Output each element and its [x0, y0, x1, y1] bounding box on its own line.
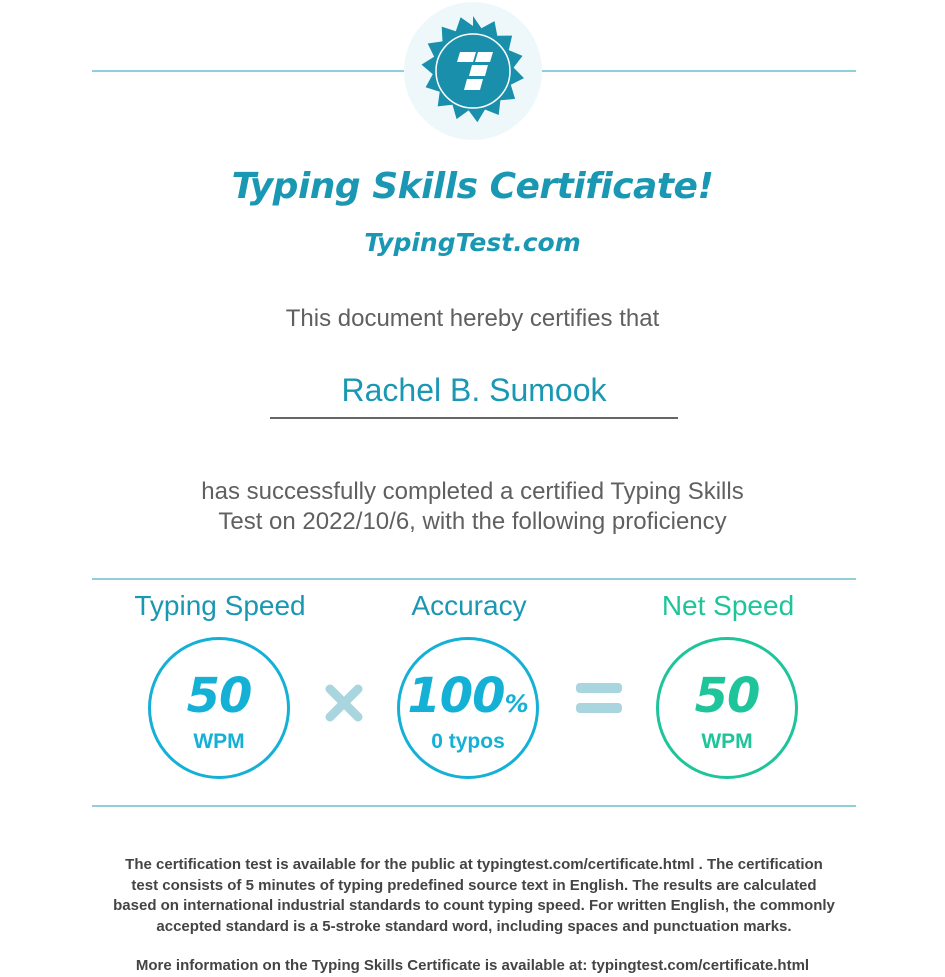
net-speed-label: Net Speed	[661, 590, 795, 621]
net-speed-value: 50	[694, 668, 760, 724]
typing-speed-value: 50	[186, 668, 252, 724]
certification-note	[92, 855, 856, 937]
note-line-4: accepted standard is a 5-stroke standard word, including spaces and punctuation marks.	[156, 917, 792, 935]
accuracy-circle	[397, 637, 539, 779]
accuracy-percent-sign: %	[504, 690, 529, 718]
net-speed-circle	[656, 637, 798, 779]
stats-top-rule	[92, 578, 856, 580]
completion-text	[0, 477, 945, 537]
typing-speed-unit: WPM	[193, 730, 245, 753]
accuracy-value-wrap	[400, 668, 536, 732]
completion-line-2: Test on 2022/10/6, with the following proficiency	[218, 508, 727, 535]
accuracy-value: 100	[407, 668, 505, 724]
equals-icon	[575, 681, 623, 717]
typing-speed-label: Typing Speed	[134, 590, 306, 621]
certificate-title: Typing Skills Certificate!	[231, 166, 714, 207]
top-rule-left	[92, 70, 410, 72]
note-line-2: test consists of 5 minutes of typing predefined source text in English. The results are calculated	[131, 876, 817, 894]
certifies-text: This document hereby certifies that	[285, 305, 660, 332]
issuer-name: TypingTest.com	[364, 228, 581, 257]
recipient-name: Rachel B. Sumook	[270, 372, 678, 419]
typingtest-badge-icon	[404, 2, 542, 140]
accuracy-typos: 0 typos	[431, 730, 505, 753]
stats-bottom-rule	[92, 805, 856, 807]
top-rule-right	[540, 70, 856, 72]
note-line-3: based on international industrial standards to count typing speed. For written English, the commonly	[113, 897, 835, 914]
note-line-1: The certification test is available for the public at typingtest.com/certificate.html . The certification	[125, 856, 823, 873]
accuracy-label: Accuracy	[411, 590, 527, 621]
multiply-icon	[325, 684, 363, 722]
more-info-text: More information on the Typing Skills Certificate is available at: typingtest.com/certificate.html	[135, 957, 810, 974]
completion-line-1: has successfully completed a certified Typing Skills	[201, 478, 744, 505]
net-speed-unit: WPM	[701, 730, 753, 753]
logo-badge	[404, 2, 542, 140]
typing-speed-circle	[148, 637, 290, 779]
